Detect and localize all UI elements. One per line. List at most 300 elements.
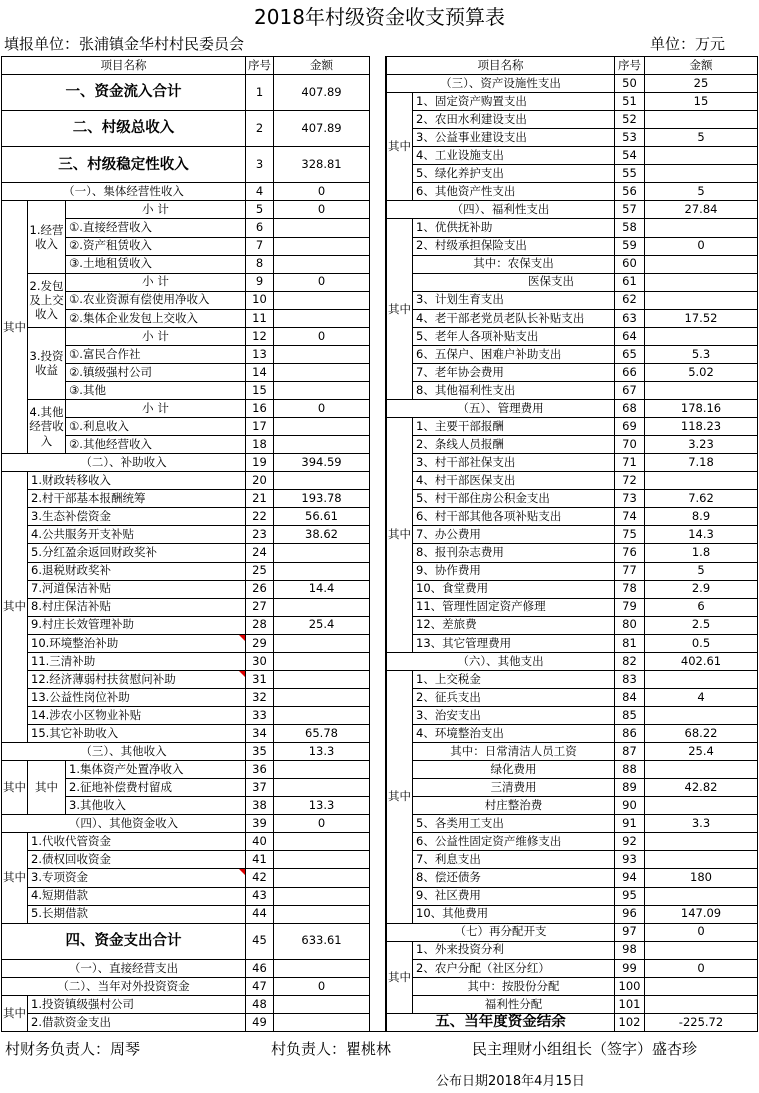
cell-amount-18 <box>274 436 370 454</box>
cell-name-51: 1、固定资产购置支出 <box>413 93 615 111</box>
cell-name-91: 5、各类用工支出 <box>413 815 615 833</box>
cell-name-48: 1.投资镇级强村公司 <box>28 996 246 1014</box>
group-label-zhong: 其中 <box>2 761 28 815</box>
cell-name-27: 8.村庄保洁补贴 <box>28 599 246 617</box>
cell-amount-24 <box>274 544 370 562</box>
cell-name-99: 2、农户分配（社区分红） <box>413 960 615 978</box>
group-label-zhong: 其中 <box>2 472 28 743</box>
cell-seq-64: 64 <box>615 328 645 346</box>
cell-seq-7: 7 <box>246 238 274 256</box>
cell-name-12: 小 计 <box>66 328 246 346</box>
cell-name-39: （四）、其他资金收入 <box>2 815 246 833</box>
cell-name-77: 9、协作费用 <box>413 563 615 581</box>
cell-seq-17: 17 <box>246 418 274 436</box>
cell-name-79: 11、管理性固定资产修理 <box>413 599 615 617</box>
cell-name-90: 村庄整治费 <box>413 797 615 815</box>
cell-seq-4: 4 <box>246 183 274 201</box>
cell-name-30: 11.三清补助 <box>28 653 246 671</box>
cell-seq-61: 61 <box>615 274 645 292</box>
cell-name-40: 1.代收代管资金 <box>28 833 246 851</box>
cell-seq-51: 51 <box>615 93 645 111</box>
cell-seq-58: 58 <box>615 219 645 237</box>
cell-name-57: （四）、福利性支出 <box>387 201 615 219</box>
cell-seq-41: 41 <box>246 851 274 869</box>
cell-name-5: 小 计 <box>66 201 246 219</box>
cell-seq-96: 96 <box>615 906 645 924</box>
cell-seq-30: 30 <box>246 653 274 671</box>
group-label-zhong: 其中 <box>387 671 413 924</box>
cell-seq-66: 66 <box>615 364 645 382</box>
cell-name-81: 13、其它管理费用 <box>413 635 615 653</box>
cell-amount-37 <box>274 779 370 797</box>
group-label-zhong: 其中 <box>387 418 413 653</box>
cell-seq-98: 98 <box>615 942 645 960</box>
cell-name-65: 6、五保户、困难户补助支出 <box>413 346 615 364</box>
cell-seq-16: 16 <box>246 400 274 418</box>
cell-amount-50: 25 <box>645 75 758 93</box>
cell-seq-47: 47 <box>246 978 274 996</box>
cell-name-93: 7、利息支出 <box>413 851 615 869</box>
cell-name-68: （五）、管理费用 <box>387 400 615 418</box>
cell-seq-88: 88 <box>615 761 645 779</box>
group-label-operating: 1.经营收入 <box>28 201 66 273</box>
cell-seq-31: 31 <box>246 671 274 689</box>
cell-name-66: 7、老年协会费用 <box>413 364 615 382</box>
cell-seq-9: 9 <box>246 274 274 292</box>
column-header-amount: 金额 <box>645 57 758 75</box>
cell-amount-7 <box>274 238 370 256</box>
cell-name-29: 10.环境整治补助 <box>28 635 246 653</box>
cell-amount-54 <box>645 147 758 165</box>
column-header-seq: 序号 <box>615 57 645 75</box>
cell-name-38: 3.其他收入 <box>66 797 246 815</box>
cell-seq-93: 93 <box>615 851 645 869</box>
cell-amount-99: 0 <box>645 960 758 978</box>
cell-name-62: 3、计划生育支出 <box>413 292 615 310</box>
cell-name-100: 其中：按股份分配 <box>413 978 615 996</box>
group-label-zhong: 其中 <box>387 219 413 400</box>
cell-name-3: 三、村级稳定性收入 <box>2 147 246 183</box>
cell-seq-90: 90 <box>615 797 645 815</box>
cell-seq-12: 12 <box>246 328 274 346</box>
cell-amount-79: 6 <box>645 599 758 617</box>
cell-amount-45: 633.61 <box>274 924 370 960</box>
cell-name-18: ②.其他经营收入 <box>66 436 246 454</box>
cell-amount-2: 407.89 <box>274 111 370 147</box>
cell-amount-34: 65.78 <box>274 725 370 743</box>
cell-seq-60: 60 <box>615 256 645 274</box>
cell-name-82: （六）、其他支出 <box>387 653 615 671</box>
cell-seq-25: 25 <box>246 563 274 581</box>
cell-seq-1: 1 <box>246 75 274 111</box>
cell-name-19: （二）、补助收入 <box>2 454 246 472</box>
cell-amount-83 <box>645 671 758 689</box>
cell-amount-89: 42.82 <box>645 779 758 797</box>
cell-amount-85 <box>645 707 758 725</box>
cell-name-97: （七）再分配开支 <box>387 924 615 942</box>
cell-amount-90 <box>645 797 758 815</box>
cell-seq-94: 94 <box>615 869 645 887</box>
cell-seq-74: 74 <box>615 508 645 526</box>
cell-name-14: ②.镇级强村公司 <box>66 364 246 382</box>
cell-name-46: （一）、直接经营支出 <box>2 960 246 978</box>
cell-seq-24: 24 <box>246 544 274 562</box>
cell-name-37: 2.征地补偿费村留成 <box>66 779 246 797</box>
group-label-contract: 2.发包及上交收入 <box>28 274 66 328</box>
cell-amount-10 <box>274 292 370 310</box>
cell-seq-52: 52 <box>615 111 645 129</box>
cell-seq-65: 65 <box>615 346 645 364</box>
cell-amount-73: 7.62 <box>645 490 758 508</box>
group-label-zhong: 其中 <box>2 996 28 1032</box>
cell-seq-82: 82 <box>615 653 645 671</box>
cell-seq-37: 37 <box>246 779 274 797</box>
cell-seq-38: 38 <box>246 797 274 815</box>
cell-seq-80: 80 <box>615 617 645 635</box>
cell-seq-49: 49 <box>246 1014 274 1032</box>
cell-amount-14 <box>274 364 370 382</box>
cell-amount-40 <box>274 833 370 851</box>
cell-seq-87: 87 <box>615 743 645 761</box>
cell-amount-44 <box>274 906 370 924</box>
cell-name-72: 4、村干部医保支出 <box>413 472 615 490</box>
cell-amount-57: 27.84 <box>645 201 758 219</box>
cell-name-24: 5.分红盈余返回财政奖补 <box>28 544 246 562</box>
cell-name-88: 绿化费用 <box>413 761 615 779</box>
cell-amount-81: 0.5 <box>645 635 758 653</box>
group-label-zhong: 其中 <box>387 942 413 1014</box>
cell-name-43: 4.短期借款 <box>28 888 246 906</box>
cell-amount-55 <box>645 165 758 183</box>
cell-amount-58 <box>645 219 758 237</box>
cell-seq-62: 62 <box>615 292 645 310</box>
cell-seq-63: 63 <box>615 310 645 328</box>
cell-amount-27 <box>274 599 370 617</box>
cell-amount-17 <box>274 418 370 436</box>
cell-name-83: 1、上交税金 <box>413 671 615 689</box>
cell-name-61: 医保支出 <box>413 274 615 292</box>
cell-amount-82: 402.61 <box>645 653 758 671</box>
cell-amount-21: 193.78 <box>274 490 370 508</box>
cell-name-47: （二）、当年对外投资资金 <box>2 978 246 996</box>
cell-name-69: 1、主要干部报酬 <box>413 418 615 436</box>
cell-amount-49 <box>274 1014 370 1032</box>
cell-name-102: 五、当年度资金结余 <box>387 1014 615 1032</box>
cell-seq-54: 54 <box>615 147 645 165</box>
cell-seq-50: 50 <box>615 75 645 93</box>
cell-amount-25 <box>274 563 370 581</box>
cell-seq-42: 42 <box>246 869 274 887</box>
cell-amount-20 <box>274 472 370 490</box>
cell-amount-65: 5.3 <box>645 346 758 364</box>
cell-name-1: 一、资金流入合计 <box>2 75 246 111</box>
cell-seq-72: 72 <box>615 472 645 490</box>
cell-amount-72 <box>645 472 758 490</box>
group-label-zhong: 其中 <box>2 833 28 923</box>
cell-name-13: ①.富民合作社 <box>66 346 246 364</box>
cell-seq-86: 86 <box>615 725 645 743</box>
cell-amount-36 <box>274 761 370 779</box>
cell-seq-19: 19 <box>246 454 274 472</box>
cell-name-49: 2.借款资金支出 <box>28 1014 246 1032</box>
cell-seq-48: 48 <box>246 996 274 1014</box>
cell-seq-79: 79 <box>615 599 645 617</box>
cell-name-98: 1、外来投资分利 <box>413 942 615 960</box>
cell-seq-44: 44 <box>246 906 274 924</box>
cell-name-71: 3、村干部社保支出 <box>413 454 615 472</box>
cell-name-96: 10、其他费用 <box>413 906 615 924</box>
cell-name-54: 4、工业设施支出 <box>413 147 615 165</box>
cell-amount-66: 5.02 <box>645 364 758 382</box>
cell-name-8: ③.土地租赁收入 <box>66 256 246 274</box>
cell-name-52: 2、农田水利建设支出 <box>413 111 615 129</box>
cell-amount-56: 5 <box>645 183 758 201</box>
cell-amount-6 <box>274 219 370 237</box>
cell-seq-33: 33 <box>246 707 274 725</box>
cell-name-20: 1.财政转移收入 <box>28 472 246 490</box>
cell-amount-11 <box>274 310 370 328</box>
cell-seq-32: 32 <box>246 689 274 707</box>
expenditure-table <box>386 56 758 1032</box>
cell-amount-16: 0 <box>274 400 370 418</box>
cell-amount-15 <box>274 382 370 400</box>
money-unit: 单位：万元 <box>650 35 726 53</box>
cell-name-80: 12、差旅费 <box>413 617 615 635</box>
column-header-name: 项目名称 <box>387 57 615 75</box>
publish-date: 公布日期2018年4月15日 <box>436 1074 585 1089</box>
cell-seq-75: 75 <box>615 526 645 544</box>
cell-amount-32 <box>274 689 370 707</box>
cell-name-34: 15.其它补助收入 <box>28 725 246 743</box>
cell-name-32: 13.公益性岗位补助 <box>28 689 246 707</box>
table-gap <box>370 56 386 1032</box>
cell-amount-31 <box>274 671 370 689</box>
cell-seq-97: 97 <box>615 924 645 942</box>
reporting-unit: 填报单位：张浦镇金华村村民委员会 <box>4 35 245 53</box>
cell-name-60: 其中：农保支出 <box>413 256 615 274</box>
cell-seq-46: 46 <box>246 960 274 978</box>
cell-amount-60 <box>645 256 758 274</box>
cell-amount-63: 17.52 <box>645 310 758 328</box>
group-label-other-operating: 4.其他经营收入 <box>28 400 66 454</box>
cell-seq-55: 55 <box>615 165 645 183</box>
cell-seq-10: 10 <box>246 292 274 310</box>
cell-amount-71: 7.18 <box>645 454 758 472</box>
cell-name-31: 12.经济薄弱村扶贫慰问补助 <box>28 671 246 689</box>
cell-name-4: （一）、集体经营性收入 <box>2 183 246 201</box>
cell-name-70: 2、条线人员报酬 <box>413 436 615 454</box>
cell-name-56: 6、其他资产性支出 <box>413 183 615 201</box>
column-header-seq: 序号 <box>246 57 274 75</box>
cell-seq-6: 6 <box>246 219 274 237</box>
cell-name-45: 四、资金支出合计 <box>2 924 246 960</box>
cell-seq-39: 39 <box>246 815 274 833</box>
cell-amount-97: 0 <box>645 924 758 942</box>
cell-seq-2: 2 <box>246 111 274 147</box>
cell-name-75: 7、办公费用 <box>413 526 615 544</box>
cell-amount-41 <box>274 851 370 869</box>
cell-seq-21: 21 <box>246 490 274 508</box>
cell-amount-100 <box>645 978 758 996</box>
cell-seq-28: 28 <box>246 617 274 635</box>
cell-name-78: 10、食堂费用 <box>413 581 615 599</box>
cell-amount-47: 0 <box>274 978 370 996</box>
cell-seq-100: 100 <box>615 978 645 996</box>
cell-amount-13 <box>274 346 370 364</box>
cell-name-36: 1.集体资产处置净收入 <box>66 761 246 779</box>
cell-name-10: ①.农业资源有偿使用净收入 <box>66 292 246 310</box>
cell-name-85: 3、治安支出 <box>413 707 615 725</box>
cell-amount-98 <box>645 942 758 960</box>
cell-seq-45: 45 <box>246 924 274 960</box>
cell-name-63: 4、老干部老党员老队长补贴支出 <box>413 310 615 328</box>
cell-amount-22: 56.61 <box>274 508 370 526</box>
cell-amount-94: 180 <box>645 869 758 887</box>
cell-amount-91: 3.3 <box>645 815 758 833</box>
group-label-zhong-inner: 其中 <box>28 761 66 815</box>
cell-amount-38: 13.3 <box>274 797 370 815</box>
cell-seq-35: 35 <box>246 743 274 761</box>
cell-amount-84: 4 <box>645 689 758 707</box>
cell-name-53: 3、公益事业建设支出 <box>413 129 615 147</box>
cell-name-25: 6.退税财政奖补 <box>28 563 246 581</box>
cell-amount-43 <box>274 888 370 906</box>
cell-name-84: 2、征兵支出 <box>413 689 615 707</box>
cell-amount-1: 407.89 <box>274 75 370 111</box>
cell-amount-92 <box>645 833 758 851</box>
group-label-zhong: 其中 <box>2 201 28 454</box>
cell-amount-53: 5 <box>645 129 758 147</box>
cell-seq-73: 73 <box>615 490 645 508</box>
cell-seq-29: 29 <box>246 635 274 653</box>
cell-name-11: ②.集体企业发包上交收入 <box>66 310 246 328</box>
cell-amount-39: 0 <box>274 815 370 833</box>
cell-amount-68: 178.16 <box>645 400 758 418</box>
cell-name-22: 3.生态补偿资金 <box>28 508 246 526</box>
cell-name-28: 9.村庄长效管理补助 <box>28 617 246 635</box>
cell-amount-48 <box>274 996 370 1014</box>
cell-seq-71: 71 <box>615 454 645 472</box>
cell-amount-70: 3.23 <box>645 436 758 454</box>
cell-seq-77: 77 <box>615 563 645 581</box>
column-header-name: 项目名称 <box>2 57 246 75</box>
cell-amount-28: 25.4 <box>274 617 370 635</box>
cell-name-50: （三）、资产设施性支出 <box>387 75 615 93</box>
cell-name-44: 5.长期借款 <box>28 906 246 924</box>
cell-amount-4: 0 <box>274 183 370 201</box>
cell-seq-78: 78 <box>615 581 645 599</box>
cell-seq-23: 23 <box>246 526 274 544</box>
cell-seq-26: 26 <box>246 581 274 599</box>
cell-amount-95 <box>645 888 758 906</box>
cell-amount-78: 2.9 <box>645 581 758 599</box>
cell-amount-8 <box>274 256 370 274</box>
cell-amount-86: 68.22 <box>645 725 758 743</box>
cell-amount-75: 14.3 <box>645 526 758 544</box>
cell-seq-99: 99 <box>615 960 645 978</box>
cell-seq-5: 5 <box>246 201 274 219</box>
cell-amount-5: 0 <box>274 201 370 219</box>
cell-seq-56: 56 <box>615 183 645 201</box>
cell-seq-102: 102 <box>615 1014 645 1032</box>
cell-seq-81: 81 <box>615 635 645 653</box>
cell-seq-89: 89 <box>615 779 645 797</box>
cell-seq-85: 85 <box>615 707 645 725</box>
finance-group-leader: 民主理财小组组长（签字）盛杏珍 <box>472 1040 698 1058</box>
group-label-zhong: 其中 <box>387 93 413 201</box>
cell-seq-22: 22 <box>246 508 274 526</box>
cell-amount-30 <box>274 653 370 671</box>
cell-name-33: 14.涉农小区物业补贴 <box>28 707 246 725</box>
cell-amount-96: 147.09 <box>645 906 758 924</box>
cell-seq-92: 92 <box>615 833 645 851</box>
cell-name-59: 2、村级承担保险支出 <box>413 238 615 256</box>
cell-seq-53: 53 <box>615 129 645 147</box>
cell-name-95: 9、社区费用 <box>413 888 615 906</box>
cell-amount-93 <box>645 851 758 869</box>
cell-seq-57: 57 <box>615 201 645 219</box>
cell-name-2: 二、村级总收入 <box>2 111 246 147</box>
cell-seq-59: 59 <box>615 238 645 256</box>
cell-name-64: 5、老年人各项补贴支出 <box>413 328 615 346</box>
cell-amount-26: 14.4 <box>274 581 370 599</box>
cell-seq-27: 27 <box>246 599 274 617</box>
cell-amount-76: 1.8 <box>645 544 758 562</box>
cell-seq-101: 101 <box>615 996 645 1014</box>
cell-name-23: 4.公共服务开支补贴 <box>28 526 246 544</box>
cell-seq-3: 3 <box>246 147 274 183</box>
cell-seq-70: 70 <box>615 436 645 454</box>
cell-amount-35: 13.3 <box>274 743 370 761</box>
cell-name-87: 其中：日常清洁人员工资 <box>413 743 615 761</box>
cell-name-42: 3.专项资金 <box>28 869 246 887</box>
cell-seq-11: 11 <box>246 310 274 328</box>
cell-amount-59: 0 <box>645 238 758 256</box>
cell-name-6: ①.直接经营收入 <box>66 219 246 237</box>
cell-amount-46 <box>274 960 370 978</box>
cell-amount-88 <box>645 761 758 779</box>
cell-name-41: 2.债权回收资金 <box>28 851 246 869</box>
cell-seq-67: 67 <box>615 382 645 400</box>
column-header-amount: 金额 <box>274 57 370 75</box>
cell-name-16: 小 计 <box>66 400 246 418</box>
cell-name-58: 1、优供抚补助 <box>413 219 615 237</box>
village-head: 村负责人：瞿桃林 <box>271 1040 392 1058</box>
cell-seq-36: 36 <box>246 761 274 779</box>
cell-amount-42 <box>274 869 370 887</box>
cell-name-86: 4、环境整治支出 <box>413 725 615 743</box>
cell-amount-101 <box>645 996 758 1014</box>
cell-name-92: 6、公益性固定资产维修支出 <box>413 833 615 851</box>
cell-amount-52 <box>645 111 758 129</box>
cell-amount-12: 0 <box>274 328 370 346</box>
cell-seq-15: 15 <box>246 382 274 400</box>
cell-seq-68: 68 <box>615 400 645 418</box>
cell-name-73: 5、村干部住房公积金支出 <box>413 490 615 508</box>
cell-amount-74: 8.9 <box>645 508 758 526</box>
cell-name-101: 福利性分配 <box>413 996 615 1014</box>
cell-amount-69: 118.23 <box>645 418 758 436</box>
cell-amount-67 <box>645 382 758 400</box>
cell-name-76: 8、报刊杂志费用 <box>413 544 615 562</box>
cell-seq-91: 91 <box>615 815 645 833</box>
cell-amount-19: 394.59 <box>274 454 370 472</box>
page-title: 2018年村级资金收支预算表 <box>254 5 505 29</box>
cell-amount-23: 38.62 <box>274 526 370 544</box>
cell-seq-13: 13 <box>246 346 274 364</box>
cell-seq-84: 84 <box>615 689 645 707</box>
income-table <box>1 56 370 1032</box>
